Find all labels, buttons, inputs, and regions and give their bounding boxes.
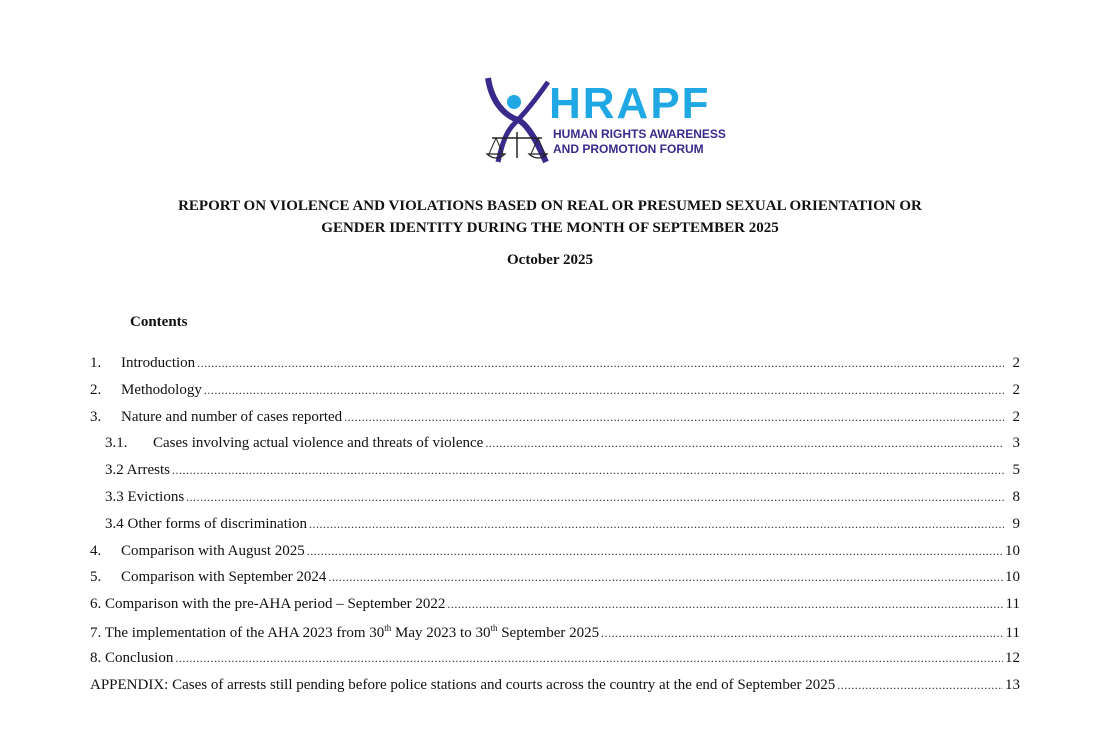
toc-title <box>90 623 599 642</box>
toc-title: 8. Conclusion <box>90 649 174 666</box>
toc-page: 11 <box>1005 596 1020 613</box>
report-date: October 2025 <box>507 252 593 268</box>
toc-leader <box>447 597 1003 612</box>
toc-title: 3.4 Other forms of discrimination <box>105 515 308 532</box>
toc-title: 3.2 Arrests <box>105 462 170 479</box>
report-title-line2: GENDER IDENTITY DURING THE MONTH OF SEPTEMBER 2025 <box>321 220 779 236</box>
logo-wordmark: HRAPF <box>549 79 711 128</box>
toc-title: Methodology <box>121 381 202 398</box>
toc-superscript: th <box>384 622 392 633</box>
toc-entry-introduction[interactable] <box>90 355 1020 382</box>
toc-leader <box>204 383 1004 398</box>
scales-of-justice-icon <box>484 74 554 166</box>
toc-number: 5. <box>90 569 102 586</box>
toc-leader <box>485 436 1004 451</box>
toc-title-part: 7. The implementation of the AHA 2023 from 30 <box>90 624 385 641</box>
toc-title: APPENDIX: Cases of arrests still pending before police stations and courts across the country at the end of September 2025 <box>90 676 836 693</box>
toc-page: 2 <box>1012 381 1020 398</box>
toc-entry-arrests[interactable] <box>90 462 1020 489</box>
toc-entry-comparison-august[interactable] <box>90 543 1020 570</box>
toc-page: 5 <box>1012 462 1020 479</box>
toc-page: 2 <box>1012 408 1020 425</box>
toc-title-part: September 2025 <box>497 624 600 641</box>
toc-page: 10 <box>1005 569 1020 586</box>
toc-page: 3 <box>1012 435 1020 452</box>
toc-entry-conclusion[interactable] <box>90 650 1020 677</box>
toc-number: 1. <box>90 355 102 371</box>
toc-superscript: th <box>490 622 498 633</box>
toc-entry-nature-of-cases[interactable] <box>90 409 1020 436</box>
toc-number: 4. <box>90 542 102 559</box>
report-title-line1: REPORT ON VIOLENCE AND VIOLATIONS BASED ON REAL OR PRESUMED SEXUAL ORIENTATION OR <box>178 198 922 214</box>
toc-page: 2 <box>1012 355 1020 371</box>
toc-number: 2. <box>90 381 102 398</box>
logo-tagline-line1: HUMAN RIGHTS AWARENESS <box>553 127 726 141</box>
toc-leader <box>186 490 1004 505</box>
table-of-contents <box>90 355 1020 703</box>
toc-page: 13 <box>1005 676 1020 693</box>
toc-title: Cases involving actual violence and threats of violence <box>153 435 484 452</box>
report-title <box>60 195 1040 239</box>
toc-leader <box>344 410 1004 425</box>
toc-leader <box>328 570 1003 585</box>
toc-page: 8 <box>1012 488 1020 505</box>
toc-title: 6. Comparison with the pre-AHA period – September 2022 <box>90 596 446 613</box>
toc-leader <box>309 517 1004 532</box>
toc-entry-other-discrimination[interactable] <box>90 516 1020 543</box>
toc-title-part: May 2023 to 30 <box>391 624 491 641</box>
toc-leader <box>197 356 1004 371</box>
toc-entry-methodology[interactable] <box>90 382 1020 409</box>
toc-page: 11 <box>1005 624 1020 641</box>
toc-number: 3.1. <box>105 435 128 452</box>
toc-title: 3.3 Evictions <box>105 488 185 505</box>
toc-entry-comparison-september-2024[interactable] <box>90 569 1020 596</box>
toc-entry-appendix[interactable] <box>90 677 1020 704</box>
toc-leader <box>307 544 1003 559</box>
toc-entry-evictions[interactable] <box>90 489 1020 516</box>
logo-tagline-line2: AND PROMOTION FORUM <box>553 142 704 156</box>
toc-page: 9 <box>1012 515 1020 532</box>
toc-number: 3. <box>90 408 102 425</box>
logo-tagline <box>553 127 726 157</box>
toc-leader <box>172 463 1004 478</box>
contents-heading: Contents <box>130 314 188 330</box>
toc-leader <box>837 678 1003 693</box>
toc-title: Comparison with August 2025 <box>121 542 305 559</box>
toc-entry-pre-aha-comparison[interactable] <box>90 596 1020 623</box>
toc-page: 10 <box>1005 542 1020 559</box>
toc-title: Nature and number of cases reported <box>121 408 343 425</box>
toc-title: Introduction <box>121 355 196 371</box>
toc-page: 12 <box>1005 649 1020 666</box>
toc-leader <box>601 626 1003 641</box>
toc-entry-aha-implementation[interactable] <box>90 623 1020 650</box>
toc-title: Comparison with September 2024 <box>121 569 327 586</box>
toc-entry-violence-cases[interactable] <box>90 435 1020 462</box>
toc-leader <box>175 651 1003 666</box>
